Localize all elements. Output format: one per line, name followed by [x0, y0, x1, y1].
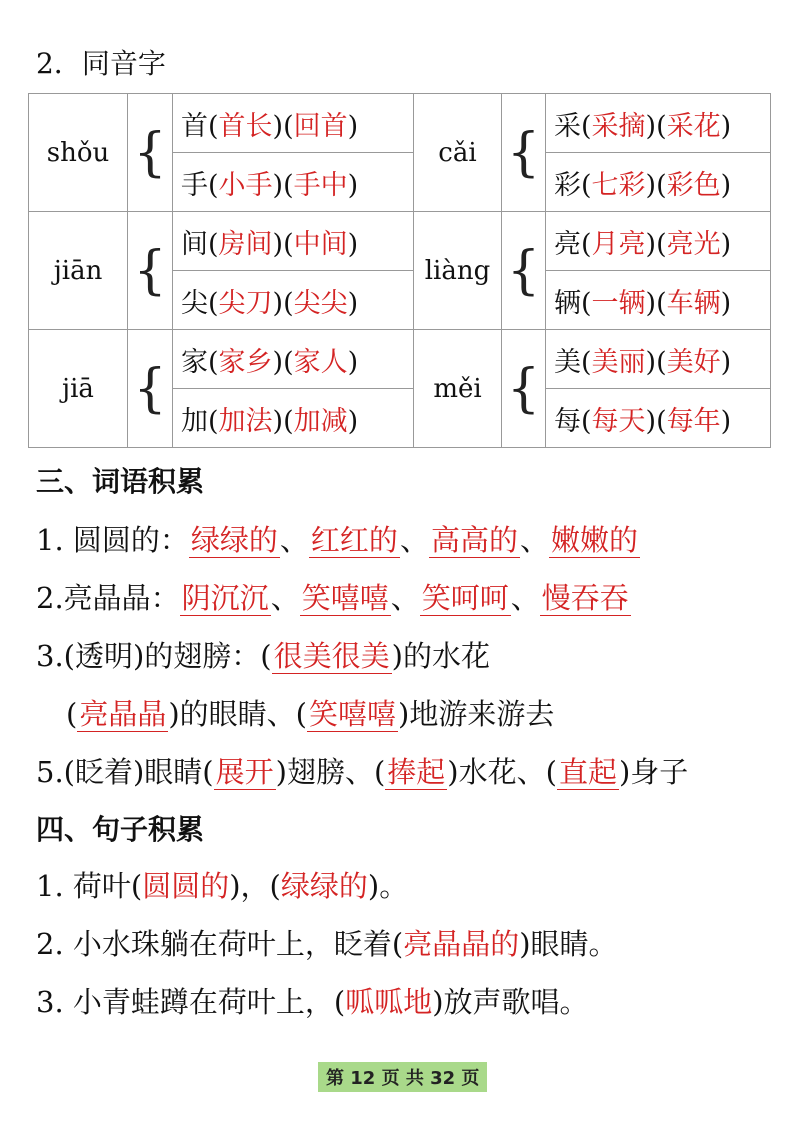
answer-word: 笑嘻嘻 — [301, 581, 389, 615]
homophone-entry: 间(房间)(中间) — [173, 212, 414, 271]
answer-word: 圆圆的 — [142, 869, 230, 903]
character: 彩 — [554, 169, 581, 201]
answer-word: 亮晶晶 — [79, 697, 167, 731]
example-word: 车辆 — [666, 287, 721, 319]
example-word: 加法 — [218, 405, 273, 437]
vocab-text: )翅膀、( — [275, 755, 386, 789]
page-footer: 第 12 页 共 32 页 — [318, 1062, 487, 1092]
character: 每 — [554, 405, 581, 437]
character: 尖 — [181, 287, 208, 319]
homophone-row — [29, 330, 771, 389]
character: 手 — [181, 169, 208, 201]
vocab-line-3 — [36, 636, 490, 676]
answer-word: 直起 — [558, 755, 617, 789]
answer-word: 绿绿的 — [190, 523, 278, 557]
homophone-entry: 尖(尖刀)(尖尖) — [173, 271, 414, 330]
vocab-text: )水花、( — [447, 755, 557, 789]
sentence-text: )放声歌唱。 — [432, 985, 589, 1019]
pinyin-cell: měi — [414, 330, 502, 448]
example-word: 每年 — [666, 405, 721, 437]
answer-word: 很美很美 — [273, 639, 390, 673]
example-word: 亮光 — [666, 228, 721, 260]
vocab-line-5 — [36, 752, 688, 792]
vocab-text: 3.(透明)的翅膀：( — [36, 639, 272, 673]
brace-icon: { — [128, 330, 173, 448]
homophone-entry: 采(采摘)(采花) — [546, 94, 771, 153]
example-word: 首长 — [218, 110, 273, 142]
sentence-3 — [36, 982, 589, 1022]
homophone-row — [29, 212, 771, 271]
example-word: 房间 — [218, 228, 273, 260]
vocab-line-2: 2.亮晶晶：阴沉沉、笑嘻嘻、笑呵呵、慢吞吞 — [36, 581, 629, 615]
example-word: 一辆 — [591, 287, 646, 319]
homophone-entry: 加(加法)(加减) — [173, 389, 414, 448]
brace-icon: { — [128, 212, 173, 330]
vocab-text: )的水花 — [391, 639, 490, 673]
sentence-text: 3. 小青蛙蹲在荷叶上，( — [36, 985, 346, 1019]
example-word: 七彩 — [591, 169, 646, 201]
example-word: 采摘 — [591, 110, 646, 142]
vocab-label: 2.亮晶晶： — [36, 581, 180, 615]
example-word: 家乡 — [218, 346, 273, 378]
example-word: 家人 — [293, 346, 348, 378]
example-word: 每天 — [591, 405, 646, 437]
section3-title: 三、词语积累 — [36, 465, 205, 498]
vocab-line-1: 1. 圆圆的：绿绿的、红红的、高高的、嫩嫩的 — [36, 523, 638, 557]
character: 首 — [181, 110, 208, 142]
sentence-text: 2. 小水珠躺在荷叶上，眨着( — [36, 927, 404, 961]
example-word: 美丽 — [591, 346, 646, 378]
section2-title: 2．同音字 — [36, 47, 166, 80]
vocab-text: )身子 — [618, 755, 689, 789]
example-word: 加减 — [293, 405, 348, 437]
vocab-text: )的眼睛、( — [168, 697, 307, 731]
sentence-text: 1. 荷叶( — [36, 869, 143, 903]
vocab-text: )地游来游去 — [398, 697, 555, 731]
character: 美 — [554, 346, 581, 378]
sentence-2 — [36, 924, 618, 964]
answer-word: 亮晶晶的 — [403, 927, 520, 961]
homophone-entry: 彩(七彩)(彩色) — [546, 153, 771, 212]
homophone-entry: 家(家乡)(家人) — [173, 330, 414, 389]
answer-word: 嫩嫩的 — [550, 523, 638, 557]
answer-word: 笑嘻嘻 — [308, 697, 396, 731]
answer-word: 笑呵呵 — [421, 581, 509, 615]
sentence-1 — [36, 866, 408, 906]
character: 家 — [181, 346, 208, 378]
character: 采 — [554, 110, 581, 142]
sentence-text: )眼睛。 — [519, 927, 618, 961]
answer-word: 高高的 — [430, 523, 518, 557]
answer-word: 呱呱地 — [345, 985, 433, 1019]
homophone-entry: 辆(一辆)(车辆) — [546, 271, 771, 330]
example-word: 月亮 — [591, 228, 646, 260]
vocab-label: 1. 圆圆的： — [36, 523, 189, 557]
answer-word: 展开 — [215, 755, 274, 789]
section4-title: 四、句子积累 — [36, 813, 205, 846]
pinyin-cell: jiā — [29, 330, 128, 448]
answer-word: 绿绿的 — [280, 869, 368, 903]
answer-word: 慢吞吞 — [541, 581, 629, 615]
pinyin-cell: liàng — [414, 212, 502, 330]
homophone-entry: 美(美丽)(美好) — [546, 330, 771, 389]
example-word: 美好 — [666, 346, 721, 378]
homophone-table — [28, 93, 771, 448]
pinyin-cell: jiān — [29, 212, 128, 330]
pinyin-cell: cǎi — [414, 94, 502, 212]
answer-word: 红红的 — [310, 523, 398, 557]
example-word: 尖刀 — [218, 287, 273, 319]
character: 间 — [181, 228, 208, 260]
example-word: 手中 — [293, 169, 348, 201]
character: 辆 — [554, 287, 581, 319]
answer-word: 阴沉沉 — [181, 581, 269, 615]
example-word: 采花 — [666, 110, 721, 142]
brace-icon: { — [502, 94, 546, 212]
example-word: 彩色 — [666, 169, 721, 201]
example-word: 中间 — [293, 228, 348, 260]
character: 亮 — [554, 228, 581, 260]
character: 加 — [181, 405, 208, 437]
pinyin-cell: shǒu — [29, 94, 128, 212]
vocab-text: 5.(眨着)眼睛( — [36, 755, 214, 789]
brace-icon: { — [502, 212, 546, 330]
brace-icon: { — [502, 330, 546, 448]
example-word: 小手 — [218, 169, 273, 201]
homophone-entry: 每(每天)(每年) — [546, 389, 771, 448]
example-word: 回首 — [293, 110, 348, 142]
sentence-text: )，( — [229, 869, 281, 903]
vocab-line-4: (亮晶晶)的眼睛、(笑嘻嘻)地游来游去 — [66, 697, 555, 731]
homophone-entry: 首(首长)(回首) — [173, 94, 414, 153]
brace-icon: { — [128, 94, 173, 212]
example-word: 尖尖 — [293, 287, 348, 319]
homophone-entry: 亮(月亮)(亮光) — [546, 212, 771, 271]
sentence-text: )。 — [367, 869, 409, 903]
answer-word: 捧起 — [387, 755, 446, 789]
homophone-row — [29, 94, 771, 153]
homophone-entry: 手(小手)(手中) — [173, 153, 414, 212]
